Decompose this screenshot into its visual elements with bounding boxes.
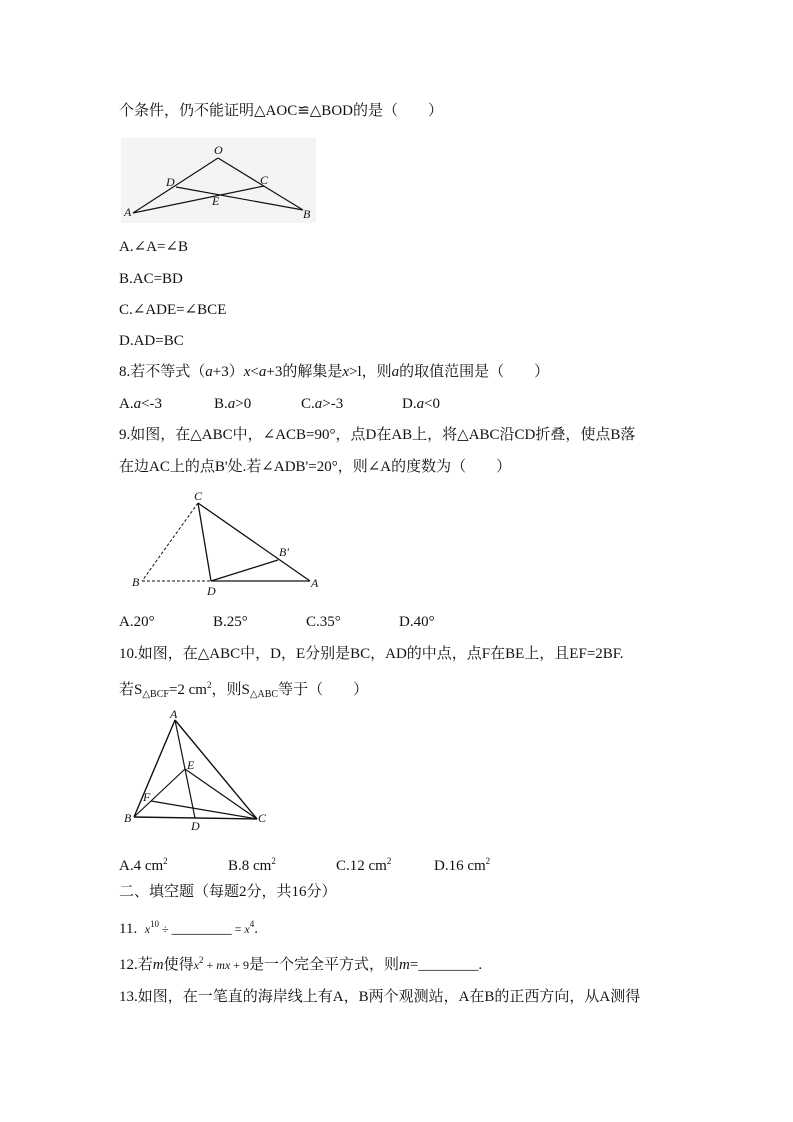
q12-expr-x: x [193, 958, 199, 972]
q8-text-6: 的取值范围是（ ） [399, 364, 550, 380]
label-B-prime: B′ [279, 545, 289, 559]
q7-option-d: D.AD=BC [119, 333, 184, 349]
q8-options [119, 394, 440, 414]
q12-tail: =________. [409, 957, 483, 973]
q8-option-a-prefix: A. [119, 396, 134, 412]
q10-options [119, 851, 490, 876]
q10-triangle-diagram [120, 706, 280, 836]
q8-option-c [301, 394, 402, 414]
q11-eq: = [231, 922, 245, 936]
q8-text-2: +3） [212, 364, 244, 380]
segment-DB-prime [211, 560, 278, 581]
q9-option-d: D.40° [399, 614, 435, 630]
q10-option-b [228, 851, 336, 876]
q9-options [119, 612, 435, 632]
label-F: F [143, 790, 151, 804]
q12-m2: m [399, 957, 410, 973]
q10-option-b-text: B.8 cm [228, 858, 272, 874]
q8-option-c-rest: >-3 [322, 396, 344, 412]
q13-stem-line1: 13.如图，在一笔直的海岸线上有A，B两个观测站，A在B的正西方向，从A测得 [119, 989, 641, 1005]
label-A: A [124, 205, 132, 219]
q10-stem-line2 [119, 675, 368, 705]
label-D: D [207, 584, 216, 598]
label-A: A [170, 707, 178, 721]
q10-text-1: 若S [119, 682, 143, 698]
q9-stem-line2: 在边AC上的点B'处.若∠ADB'=20°，则∠A的度数为（ ） [119, 459, 512, 475]
q10-text-3: ，则S [211, 682, 250, 698]
label-O: O [214, 143, 223, 157]
q10-stem-line1: 10.如图，在△ABC中，D，E分别是BC，AD的中点，点F在BE上，且EF=2BF. [119, 646, 624, 662]
segment-FC [151, 801, 257, 819]
q8-var-x2: x [342, 364, 350, 380]
q12-expr-mx: mx [216, 958, 231, 972]
q10-sub-abc: △ABC [249, 689, 279, 700]
q11-num: 11. [119, 921, 138, 937]
segment-CA [198, 503, 310, 581]
label-B: B [303, 207, 311, 221]
q9-triangle-diagram [128, 488, 328, 598]
q8-option-d-rest: <0 [424, 396, 441, 412]
q10-option-d-sup: 2 [485, 856, 491, 866]
label-C: C [258, 811, 267, 825]
q12-expr-sup: 2 [198, 955, 204, 965]
q8-option-a [119, 394, 214, 414]
q11-base2: x [244, 922, 250, 936]
q7-option-a: A.∠A=∠B [119, 239, 189, 255]
q9-option-c: C.35° [306, 614, 341, 630]
q10-text-4: 等于（ ） [278, 682, 369, 698]
q10-option-c-text: C.12 cm [336, 858, 387, 874]
q7-triangle-diagram [121, 138, 316, 223]
q11-stem [119, 914, 258, 939]
segment-CD [198, 503, 211, 581]
q12-m: m [152, 957, 164, 973]
q10-option-a [119, 851, 228, 876]
q8-option-a-rest: <-3 [141, 396, 163, 412]
q10-text-2: =2 cm [168, 682, 207, 698]
q8-text-4: +3的解集是 [266, 364, 343, 380]
q10-sub-bcf: △BCF [142, 689, 169, 700]
q11-end: . [254, 921, 258, 937]
q9-stem-line1: 9.如图，在△ABC中，∠ACB=90°，点D在AB上，将△ABC沿CD折叠，使点B落 [119, 427, 636, 443]
segment-BE [134, 769, 185, 817]
label-E: E [187, 758, 195, 772]
q8-option-d-var: a [416, 396, 425, 412]
q12-expr-plus9: + 9 [230, 958, 250, 972]
q12-expr-plus: + [203, 958, 217, 972]
q7-stem: 个条件，仍不能证明△AOC≌△BOD的是（ ） [119, 103, 443, 119]
q8-option-b-var: a [227, 396, 236, 412]
q10-option-a-sup: 2 [163, 856, 168, 866]
q12-post: 是一个完全平方式，则 [249, 957, 400, 973]
q8-var-a3: a [391, 364, 400, 380]
q11-op: ÷ [159, 922, 172, 936]
q8-option-b-rest: >0 [235, 396, 252, 412]
q8-var-x1: x [243, 364, 251, 380]
q10-option-d-text: D.16 cm [434, 858, 486, 874]
q8-option-b-prefix: B. [214, 396, 228, 412]
q8-option-b [214, 394, 301, 414]
q8-var-a2: a [258, 364, 267, 380]
q11-exp1: 10 [150, 919, 160, 929]
q10-sup-2: 2 [206, 680, 212, 690]
q12-stem [119, 950, 482, 975]
q11-exp2: 4 [249, 919, 255, 929]
q9-option-b: B.25° [213, 614, 248, 630]
q7-option-c: C.∠ADE=∠BCE [119, 302, 227, 318]
q10-figure [120, 706, 280, 841]
q11-blank: ________ [171, 921, 232, 937]
q8-option-c-prefix: C. [301, 396, 315, 412]
label-E: E [212, 194, 220, 208]
segment-AB [134, 720, 175, 817]
q10-option-a-text: A.4 cm [119, 858, 164, 874]
q8-option-a-var: a [133, 396, 142, 412]
label-D: D [191, 819, 200, 833]
q12-pre: 12.若 [119, 957, 153, 973]
q8-text-1: 8.若不等式（ [119, 364, 206, 380]
q8-option-d-prefix: D. [402, 396, 417, 412]
dashed-segment-CB [142, 503, 198, 581]
q8-text-3: < [250, 364, 259, 380]
section-heading: 二、填空题（每题2分，共16分） [119, 884, 337, 900]
q10-option-c-sup: 2 [386, 856, 392, 866]
q11-base1: x [144, 922, 151, 936]
q8-var-a1: a [205, 364, 213, 380]
label-B: B [132, 575, 140, 589]
q8-stem [119, 362, 549, 382]
label-A: A [311, 576, 319, 590]
label-D: D [166, 175, 175, 189]
q10-option-b-sup: 2 [271, 856, 276, 866]
label-C: C [260, 173, 269, 187]
q8-option-c-var: a [314, 396, 323, 412]
q7-figure [121, 138, 316, 228]
q10-option-d [434, 851, 490, 876]
q9-figure [128, 488, 328, 603]
label-C: C [194, 489, 203, 503]
q8-option-d [402, 394, 440, 414]
q10-option-c [336, 851, 434, 876]
q8-text-5: >l，则 [349, 364, 392, 380]
label-B: B [124, 811, 132, 825]
q7-option-b: B.AC=BD [119, 271, 183, 287]
q12-mid: 使得 [163, 957, 194, 973]
q9-option-a: A.20° [119, 614, 155, 630]
